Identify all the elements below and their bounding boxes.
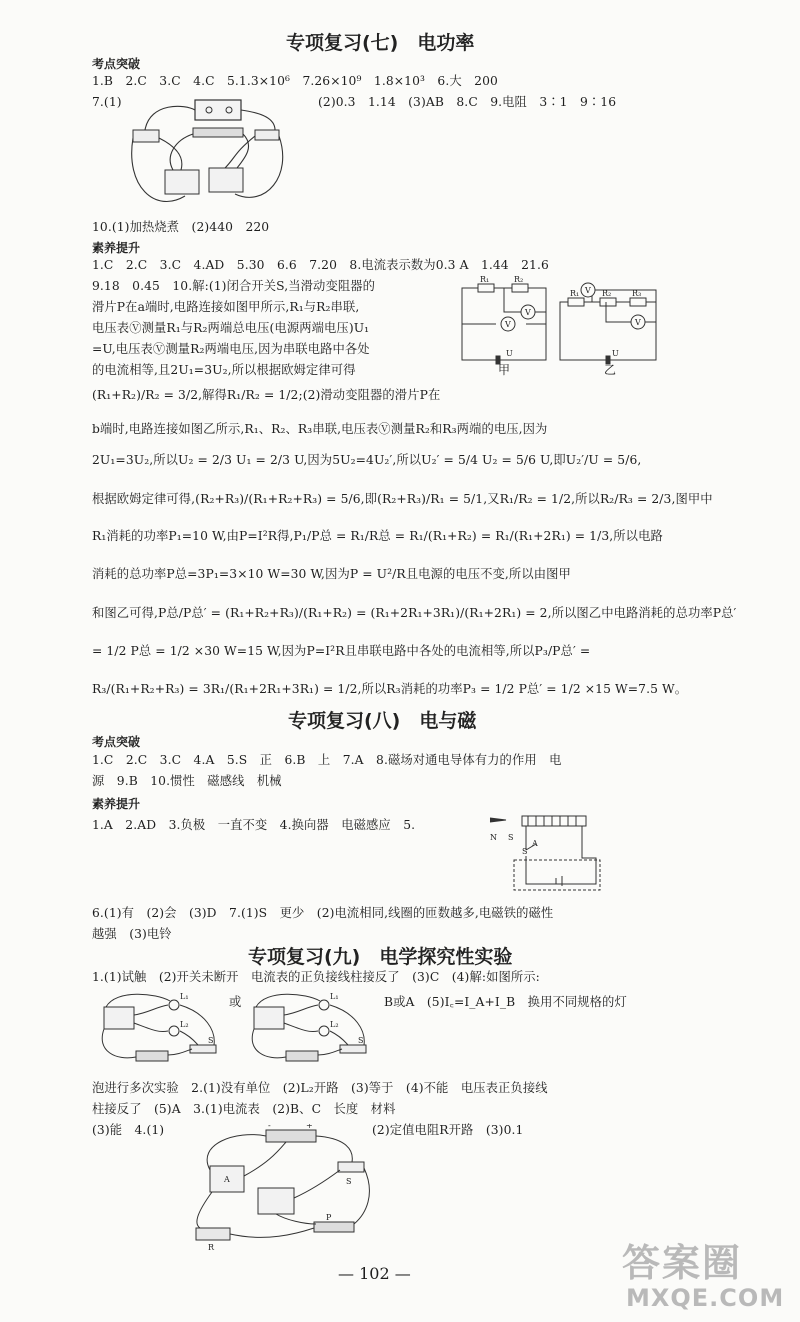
answer-line: B或A (5)I꜀=I_A+I_B 换用不同规格的灯	[384, 995, 627, 1009]
answer-line: = 1/2 P总 = 1/2 ×30 W=15 W,因为P=I²R且串联电路中各处的电流相等,所以P₃/P总′ =	[92, 644, 591, 658]
answer-line: 滑片P在a端时,电路连接如图甲所示,R₁与R₂串联,	[92, 300, 360, 314]
subsection-heading: 素养提升	[92, 797, 141, 811]
figure-label: V	[505, 320, 511, 329]
answer-line: 根据欧姆定律可得,(R₂+R₃)/(R₁+R₂+R₃) = 5/6,即(R₂+R₃)/R₁ = 5/1,又R₁/R₂ = 1/2,所以R₂/R₃ = 2/3,图甲中	[92, 492, 713, 506]
figure-label: S	[508, 833, 514, 842]
circuit-diagrams-jia-yi	[456, 276, 670, 376]
subsection-heading: 素养提升	[92, 241, 141, 255]
watermark-url: MXQE.COM	[626, 1284, 785, 1312]
answer-line: (2)0.3 1.14 (3)AB 8.C 9.电阻 3∶1 9∶16	[318, 95, 617, 109]
figure-caption-yi: 乙	[604, 363, 617, 376]
figure-label: R₃	[632, 289, 642, 298]
answer-line-or: 或	[229, 995, 242, 1009]
figure-label: R₁	[570, 289, 580, 298]
watermark-logo: 答案圈	[622, 1241, 743, 1285]
electromagnet-figure	[486, 810, 606, 896]
figure-label: S	[522, 847, 528, 856]
answer-line: 越强 (3)电铃	[92, 927, 172, 941]
section-title-9: 专项复习(九) 电学探究性实验	[248, 946, 513, 968]
figure-label: S	[208, 1036, 214, 1045]
figure-label: +	[306, 1124, 313, 1130]
answer-line: b端时,电路连接如图乙所示,R₁、R₂、R₃串联,电压表Ⓥ测量R₂和R₃两端的电压,因为	[92, 422, 548, 436]
answer-line: 的电流相等,且2U₁=3U₂,所以根据欧姆定律可得	[92, 363, 356, 377]
figure-label: L₂	[180, 1020, 189, 1029]
answer-line: 1.C 2.C 3.C 4.AD 5.30 6.6 7.20 8.电流表示数为0.3 A 1.44 21.6	[92, 258, 549, 272]
figure-label: U	[506, 349, 513, 358]
figure-label: A	[532, 839, 538, 848]
section-title-7: 专项复习(七) 电功率	[286, 32, 475, 54]
figure-label: L₂	[330, 1020, 339, 1029]
section-title-8: 专项复习(八) 电与磁	[288, 710, 477, 732]
answer-line: 泡进行多次实验 2.(1)没有单位 (2)L₂开路 (3)等于 (4)不能 电压表正负接线	[92, 1081, 548, 1095]
subsection-heading: 考点突破	[92, 57, 141, 71]
circuit-figure	[125, 96, 295, 220]
figure-label: V	[585, 286, 591, 295]
figure-label: L₁	[180, 992, 189, 1001]
page-number-value: 102	[359, 1264, 390, 1283]
answer-line: (R₁+R₂)/R₂ = 3/2,解得R₁/R₂ = 1/2;(2)滑动变阻器的滑片P在	[92, 388, 441, 402]
figure-label: V	[525, 308, 531, 317]
figure-label: R₁	[480, 276, 490, 284]
answer-line: 柱接反了 (5)A 3.(1)电流表 (2)B、C 长度 材料	[92, 1102, 396, 1116]
answer-line: 和图乙可得,P总/P总′ = (R₁+R₂+R₃)/(R₁+R₂) = (R₁+2R₁+3R₁)/(R₁+2R₁) = 2,所以图乙中电路消耗的总功率P总′	[92, 606, 737, 620]
answer-line: 1.B 2.C 3.C 4.C 5.1.3×10⁶ 7.26×10⁹ 1.8×10³ 6.大 200	[92, 74, 498, 88]
figure-label: N	[490, 833, 497, 842]
figure-caption-jia: 甲	[498, 363, 511, 376]
answer-line: 1.C 2.C 3.C 4.A 5.S 正 6.B 上 7.A 8.磁场对通电导体有力的作用 电	[92, 753, 562, 767]
answer-line: 10.(1)加热烧煮 (2)440 220	[92, 220, 270, 234]
answer-line: 2U₁=3U₂,所以U₂ = 2/3 U₁ = 2/3 U,因为5U₂=4U₂′,所以U₂′ = 5/4 U₂ = 5/6 U,即U₂′/U = 5/6,	[92, 453, 642, 467]
circuit-figure-c	[176, 1124, 376, 1254]
answer-line: (2)定值电阻R开路 (3)0.1	[372, 1123, 524, 1137]
page-number: — 102 —	[338, 1264, 411, 1283]
subsection-heading: 考点突破	[92, 735, 141, 749]
answer-line: 电压表Ⓥ测量R₁与R₂两端总电压(电源两端电压)U₁	[92, 321, 370, 335]
answer-line: 7.(1)	[92, 95, 122, 109]
figure-label: R₂	[602, 289, 612, 298]
figure-label: R₂	[514, 276, 524, 284]
figure-label: A	[224, 1175, 230, 1184]
figure-label: S	[358, 1036, 364, 1045]
answer-line: 9.18 0.45 10.解:(1)闭合开关S,当滑动变阻器的	[92, 279, 376, 293]
circuit-figure-a	[96, 985, 226, 1069]
figure-label: R	[208, 1243, 215, 1252]
answer-line: 1.(1)试触 (2)开关未断开 电流表的正负接线柱接反了 (3)C (4)解:如图所示:	[92, 970, 540, 984]
figure-label: V	[635, 318, 641, 327]
figure-label: -	[268, 1124, 271, 1130]
answer-line: 源 9.B 10.惯性 磁感线 机械	[92, 774, 282, 788]
figure-label: S	[346, 1177, 352, 1186]
answer-line: (3)能 4.(1)	[92, 1123, 165, 1137]
answer-line: 1.A 2.AD 3.负极 一直不变 4.换向器 电磁感应 5.	[92, 818, 416, 832]
figure-label: L₁	[330, 992, 339, 1001]
answer-line: 消耗的总功率P总=3P₁=3×10 W=30 W,因为P = U²/R且电源的电压不变,所以由图甲	[92, 567, 571, 581]
answer-line: R₃/(R₁+R₂+R₃) = 3R₁/(R₁+2R₁+3R₁) = 1/2,所以R₃消耗的功率P₃ = 1/2 P总′ = 1/2 ×15 W=7.5 W。	[92, 682, 688, 696]
answer-line: R₁消耗的功率P₁=10 W,由P=I²R得,P₁/P总 = R₁/R总 = R₁/(R₁+R₂) = R₁/(R₁+2R₁) = 1/3,所以电路	[92, 529, 663, 543]
circuit-figure-b	[246, 985, 376, 1069]
figure-label: P	[326, 1213, 332, 1222]
figure-label: U	[612, 349, 619, 358]
answer-line: =U,电压表Ⓥ测量R₂两端电压,因为串联电路中各处	[92, 342, 370, 356]
answer-line: 6.(1)有 (2)会 (3)D 7.(1)S 更少 (2)电流相同,线圈的匝数越多,电磁铁的磁性	[92, 906, 554, 920]
